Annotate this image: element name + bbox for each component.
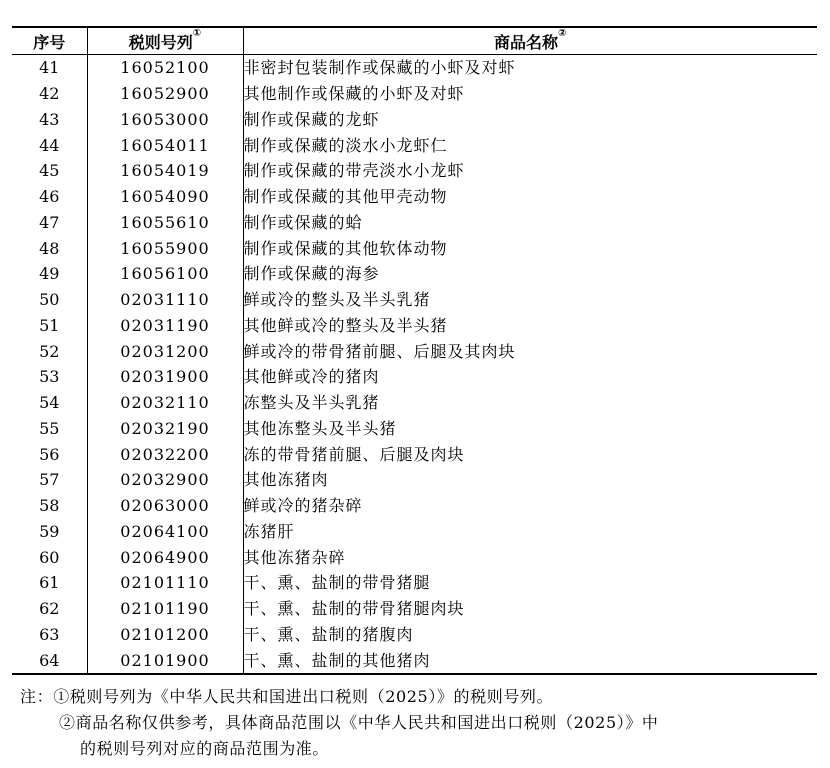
name-cell: 制作或保藏的龙虾 xyxy=(243,107,817,133)
code-cell: 02064900 xyxy=(87,544,243,570)
code-cell: 16053000 xyxy=(87,107,243,133)
seq-cell: 49 xyxy=(39,264,60,284)
code-cell: 16056100 xyxy=(87,261,243,287)
seq-cell: 50 xyxy=(39,290,60,310)
table-row xyxy=(12,390,817,416)
code-cell: 16054019 xyxy=(87,158,243,184)
name-cell: 制作或保藏的海参 xyxy=(243,261,817,287)
table-row xyxy=(12,210,817,236)
name-cell: 鲜或冷的猪杂碎 xyxy=(243,493,817,519)
header-name xyxy=(243,27,817,55)
table-header xyxy=(12,27,817,55)
table-row xyxy=(12,132,817,158)
seq-cell: 46 xyxy=(39,187,60,207)
table-row xyxy=(12,364,817,390)
table-row xyxy=(12,81,817,107)
code-cell: 02032110 xyxy=(87,390,243,416)
seq-cell: 45 xyxy=(39,161,60,181)
code-cell: 02031900 xyxy=(87,364,243,390)
code-cell: 16054011 xyxy=(87,132,243,158)
table-row xyxy=(12,261,817,287)
name-cell: 其他冻整头及半头猪 xyxy=(243,416,817,442)
seq-cell: 41 xyxy=(39,58,60,78)
code-cell: 02101900 xyxy=(87,647,243,674)
name-cell: 其他冻猪杂碎 xyxy=(243,544,817,570)
table-row xyxy=(12,287,817,313)
footnote-2-continued xyxy=(20,736,820,762)
table-row xyxy=(12,55,817,81)
table-row xyxy=(12,519,817,545)
name-cell: 制作或保藏的带壳淡水小龙虾 xyxy=(243,158,817,184)
table-row xyxy=(12,647,817,674)
seq-cell: 43 xyxy=(39,109,60,129)
seq-cell: 61 xyxy=(39,573,60,593)
name-cell: 干、熏、盐制的带骨猪腿 xyxy=(243,570,817,596)
name-cell: 其他鲜或冷的猪肉 xyxy=(243,364,817,390)
seq-cell: 44 xyxy=(39,135,60,155)
code-cell: 02101200 xyxy=(87,622,243,648)
table-row xyxy=(12,544,817,570)
header-seq xyxy=(12,27,87,55)
code-cell: 02031200 xyxy=(87,338,243,364)
seq-cell: 63 xyxy=(39,624,60,644)
code-cell: 02032900 xyxy=(87,467,243,493)
name-cell: 制作或保藏的其他软体动物 xyxy=(243,235,817,261)
seq-cell: 54 xyxy=(39,393,60,413)
name-cell: 制作或保藏的其他甲壳动物 xyxy=(243,184,817,210)
name-cell: 冻整头及半头乳猪 xyxy=(243,390,817,416)
header-row xyxy=(12,27,817,55)
code-cell: 02032190 xyxy=(87,416,243,442)
table-row xyxy=(12,313,817,339)
name-cell: 鲜或冷的带骨猪前腿、后腿及其肉块 xyxy=(243,338,817,364)
seq-cell: 59 xyxy=(39,521,60,541)
seq-cell: 55 xyxy=(39,418,60,438)
header-seq-label: 序号 xyxy=(33,32,66,52)
code-cell: 02032200 xyxy=(87,441,243,467)
name-cell: 非密封包装制作或保藏的小虾及对虾 xyxy=(243,55,817,81)
table-row xyxy=(12,441,817,467)
seq-cell: 60 xyxy=(39,547,60,567)
code-cell: 02101110 xyxy=(87,570,243,596)
code-cell: 02031110 xyxy=(87,287,243,313)
code-cell: 02031190 xyxy=(87,313,243,339)
seq-cell: 58 xyxy=(39,496,60,516)
footnote-1-text: ①税则号列为《中华人民共和国进出口税则（2025）》的税则号列。 xyxy=(53,687,554,706)
seq-cell: 56 xyxy=(39,444,60,464)
footnote-mark-1: ① xyxy=(192,27,202,39)
footnote-2-text-continued: 的税则号列对应的商品范围为准。 xyxy=(80,739,330,758)
code-cell: 02063000 xyxy=(87,493,243,519)
footnote-2-text: ②商品名称仅供参考，具体商品范围以《中华人民共和国进出口税则（2025）》中 xyxy=(59,713,659,732)
footnotes xyxy=(20,684,820,762)
code-cell: 16055610 xyxy=(87,210,243,236)
name-cell: 制作或保藏的淡水小龙虾仁 xyxy=(243,132,817,158)
table-row xyxy=(12,416,817,442)
name-cell: 冻猪肝 xyxy=(243,519,817,545)
name-cell: 制作或保藏的蛤 xyxy=(243,210,817,236)
footnote-2 xyxy=(20,710,820,736)
footnote-mark-2: ② xyxy=(558,27,567,39)
table-row xyxy=(12,107,817,133)
code-cell: 16055900 xyxy=(87,235,243,261)
seq-cell: 48 xyxy=(39,238,60,258)
footnote-1 xyxy=(20,684,820,710)
seq-cell: 42 xyxy=(39,84,60,104)
code-cell: 16052100 xyxy=(87,55,243,81)
header-name-label: 商品名称 xyxy=(494,32,559,52)
code-cell: 02064100 xyxy=(87,519,243,545)
table-row xyxy=(12,570,817,596)
code-cell: 16054090 xyxy=(87,184,243,210)
name-cell: 干、熏、盐制的带骨猪腿肉块 xyxy=(243,596,817,622)
seq-cell: 57 xyxy=(39,470,60,490)
footnote-prefix: 注： xyxy=(20,687,54,706)
code-cell: 02101190 xyxy=(87,596,243,622)
name-cell: 干、熏、盐制的猪腹肉 xyxy=(243,622,817,648)
table-row xyxy=(12,158,817,184)
code-cell: 16052900 xyxy=(87,81,243,107)
seq-cell: 47 xyxy=(39,212,60,232)
tariff-table xyxy=(12,26,817,675)
seq-cell: 53 xyxy=(39,367,60,387)
name-cell: 干、熏、盐制的其他猪肉 xyxy=(243,647,817,674)
table-row xyxy=(12,622,817,648)
table-row xyxy=(12,338,817,364)
header-code-label: 税则号列 xyxy=(128,32,193,52)
seq-cell: 51 xyxy=(39,315,60,335)
table-body xyxy=(12,55,817,675)
seq-cell: 64 xyxy=(12,647,87,674)
name-cell: 鲜或冷的整头及半头乳猪 xyxy=(243,287,817,313)
name-cell: 冻的带骨猪前腿、后腿及肉块 xyxy=(243,441,817,467)
seq-cell: 52 xyxy=(39,341,60,361)
table-row xyxy=(12,493,817,519)
name-cell: 其他制作或保藏的小虾及对虾 xyxy=(243,81,817,107)
table-row xyxy=(12,596,817,622)
name-cell: 其他鲜或冷的整头及半头猪 xyxy=(243,313,817,339)
table-row xyxy=(12,467,817,493)
table-row xyxy=(12,184,817,210)
name-cell: 其他冻猪肉 xyxy=(243,467,817,493)
table-row xyxy=(12,235,817,261)
seq-cell: 62 xyxy=(39,599,60,619)
header-code xyxy=(87,27,243,55)
